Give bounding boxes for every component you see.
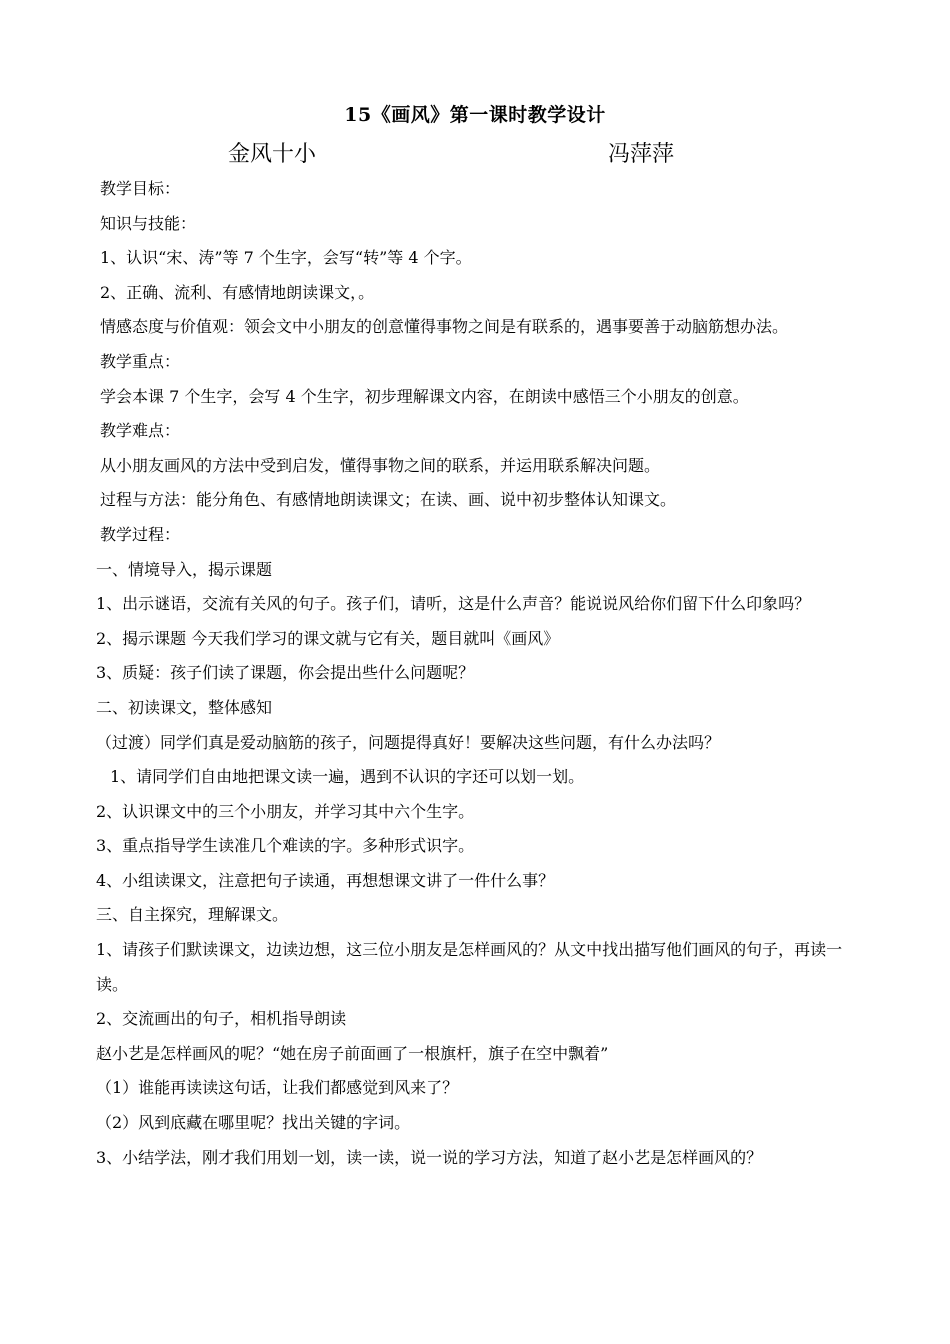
paragraph: 学会本课 7 个生字，会写 4 个生字，初步理解课文内容，在朗读中感悟三个小朋友的创意。	[100, 386, 749, 406]
paragraph: （1）谁能再读读这句话，让我们都感觉到风来了？	[96, 1078, 459, 1098]
paragraph: 3、重点指导学生读准几个难读的字。多种形式识字。	[96, 836, 475, 856]
paragraph: 1、请孩子们默读课文，边读边想，这三位小朋友是怎样画风的？从文中找出描写他们画风的句子，再读一读。	[96, 940, 843, 994]
heading-knowledge-skills: 知识与技能：	[100, 213, 197, 233]
paragraph: 1、请同学们自由地把课文读一遍，遇到不认识的字还可以划一划。	[110, 767, 585, 787]
document-title: 15《画风》第一课时教学设计	[344, 104, 606, 126]
paragraph: 1、认识“宋、涛”等 7 个生字，会写“转”等 4 个字。	[100, 248, 472, 268]
paragraph: 3、小结学法，刚才我们用划一划，读一读，说一说的学习方法，知道了赵小艺是怎样画风的？	[96, 1147, 763, 1167]
paragraph: 2、认识课文中的三个小朋友，并学习其中六个生字。	[96, 801, 475, 821]
paragraph: （2）风到底藏在哪里呢？找出关键的字词。	[96, 1113, 411, 1133]
paragraph: 2、交流画出的句子，相机指导朗读	[96, 1009, 347, 1029]
heading-teaching-difficulty: 教学难点：	[100, 421, 181, 441]
author-name: 冯萍萍	[608, 142, 675, 167]
heading-teaching-focus: 教学重点：	[100, 351, 181, 371]
paragraph: （过渡）同学们真是爱动脑筋的孩子，问题提得真好！要解决这些问题，有什么办法吗？	[96, 732, 721, 752]
paragraph: 赵小艺是怎样画风的呢？“她在房子前面画了一根旗杆，旗子在空中飘着”	[96, 1043, 609, 1063]
section-heading: 三、自主探究，理解课文。	[96, 905, 289, 925]
heading-teaching-process: 教学过程：	[100, 524, 181, 544]
heading-teaching-goals: 教学目标：	[100, 179, 181, 198]
section-heading: 一、情境导入，揭示课题	[96, 559, 273, 579]
paragraph: 2、揭示课题 今天我们学习的课文就与它有关，题目就叫《画风》	[96, 628, 560, 648]
paragraph: 2、正确、流利、有感情地朗读课文，。	[100, 282, 375, 302]
paragraph: 3、质疑：孩子们读了课题，你会提出些什么问题呢？	[96, 663, 475, 683]
paragraph: 1、出示谜语，交流有关风的句子。孩子们，请听，这是什么声音？能说说风给你们留下什么印象吗？	[96, 594, 811, 614]
paragraph: 情感态度与价值观：领会文中小朋友的创意懂得事物之间是有联系的，遇事要善于动脑筋想办法。	[100, 317, 789, 337]
school-name: 金风十小	[228, 142, 317, 167]
paragraph: 过程与方法：能分角色、有感情地朗读课文；在读、画、说中初步整体认知课文。	[100, 490, 677, 510]
document-body	[96, 172, 870, 1175]
section-heading: 二、初读课文，整体感知	[96, 697, 273, 717]
paragraph: 从小朋友画风的方法中受到启发，懂得事物之间的联系，并运用联系解决问题。	[100, 455, 661, 475]
paragraph: 4、小组读课文，注意把句子读通，再想想课文讲了一件什么事？	[96, 870, 555, 890]
